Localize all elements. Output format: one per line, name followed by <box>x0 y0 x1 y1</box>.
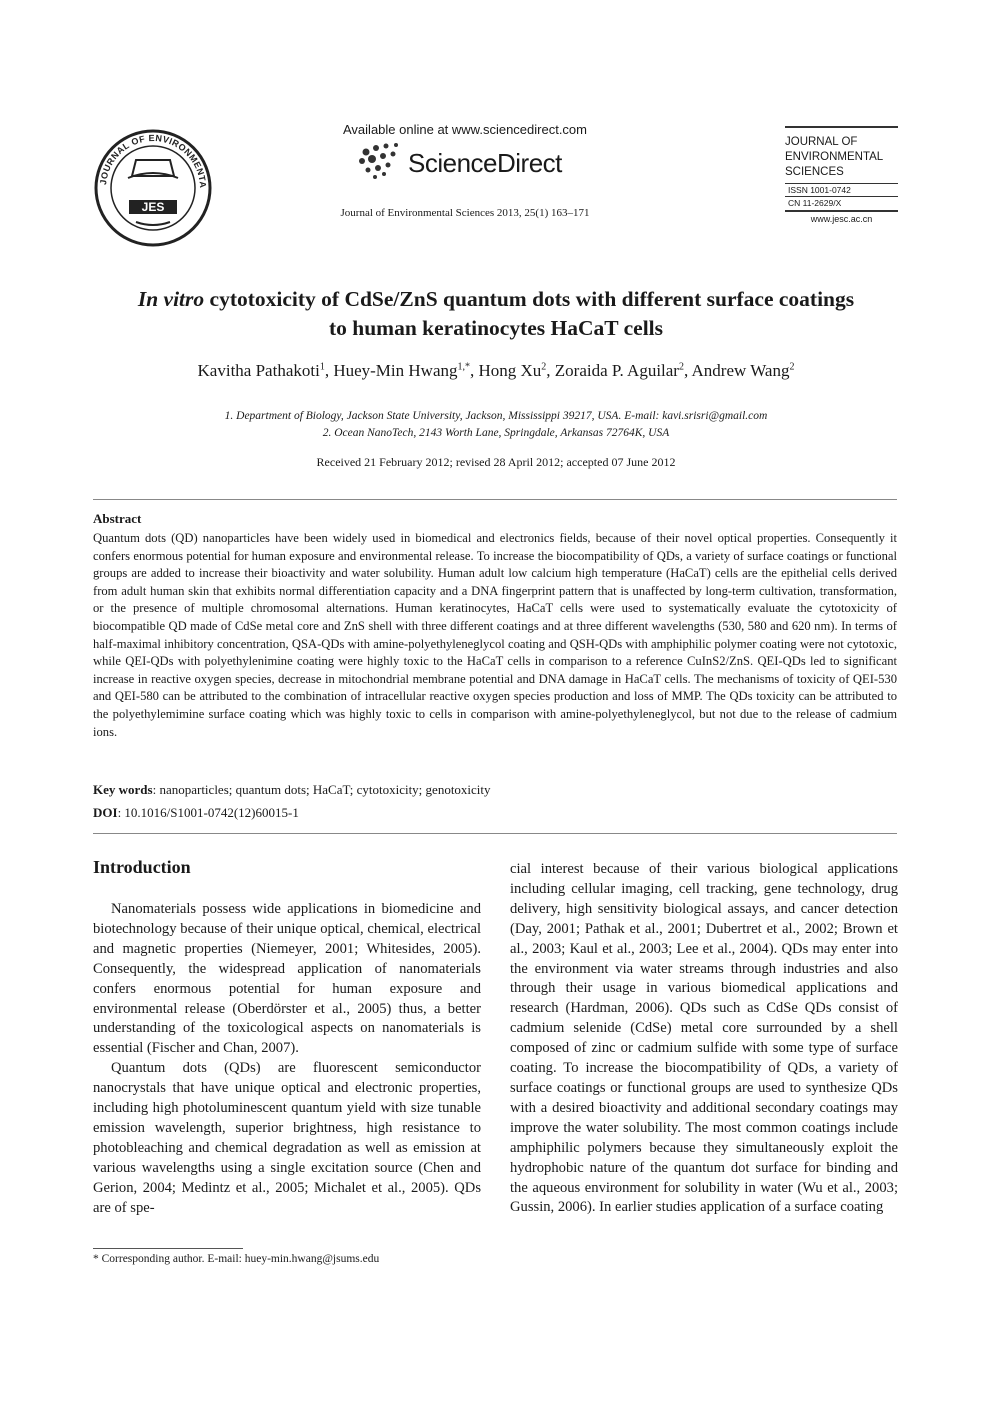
journal-citation: Journal of Environmental Sciences 2013, 25(1) 163–171 <box>340 207 590 219</box>
issn: ISSN 1001-0742 <box>788 185 851 195</box>
affiliations <box>60 408 932 442</box>
article-title <box>60 285 932 343</box>
author-affiliation-mark: 1 <box>319 361 325 373</box>
journal-title-line-1: JOURNAL OF <box>785 136 858 148</box>
cn-number: CN 11-2629/X <box>788 198 842 208</box>
title-italic: In vitro <box>137 287 205 311</box>
abstract-text: Quantum dots (QD) nanoparticles have been widely used in biomedical and electronics fields, because of their novel optical properties. Consequently it confers enormous potential for human exposure and environmental release. To increase the biocompatibility of QDs, a variety of surface coatings or functional groups are added to increase their bioactivity and water solubility. Human adult low calcium high temperature (HaCaT) cells are the epithelial cells derived from adult human skin that exhibits normal differentiation capacity and a DNA fingerprint pattern that is unaffected by long-term cultivation, transformation, or the presence of multiple chromosomal alternations. Human keratinocytes, HaCaT cells were used to systematically evaluate the cytotoxicity of biocompatible QD made of CdSe metal core and ZnS shell with three different coatings and at three different wavelengths (530, 580 and 620 nm). In terms of half-maximal inhibitory concentration, QSA-QDs with amine-polyethyleneglycol coating and QSH-QDs with amphiphilic polymer coating were not cytotoxic, while QEI-QDs with polyethylenimine coating were highly toxic to the HaCaT cells in comparison to a reference CuInS2/ZnS. QEI-QDs led to significant increase in reactive oxygen species, decrease in mitochondrial membrane potential and DNA damage in HaCaT cells. The mechanisms of toxicity of QEI-530 and QEI-580 can be attributed to the combination of intracellular reactive oxygen species production and loss of MMP. The QDs toxicity can be attributed to the polyethylemimine surface coating which was highly toxic to cells in comparison with amine-polyethyleneglycol, but not due to the release of cadmium ions. <box>93 531 897 739</box>
sciencedirect-name: ScienceDirect <box>408 148 562 178</box>
journal-title-line-3: SCIENCES <box>785 166 844 178</box>
author-affiliation-mark: 2 <box>678 361 684 373</box>
body-column-left <box>93 900 481 1219</box>
sciencedirect-dots-icon <box>356 142 406 182</box>
doi <box>93 805 897 821</box>
journal-url[interactable]: www.jesc.ac.cn <box>785 210 898 224</box>
sciencedirect-logo <box>356 142 586 182</box>
keywords-list: : nanoparticles; quantum dots; HaCaT; cytotoxicity; genotoxicity <box>152 782 491 797</box>
abstract-heading: Abstract <box>93 511 142 526</box>
author-affiliation-mark: 2 <box>789 361 795 373</box>
keywords <box>93 782 897 798</box>
svg-text:JOURNAL OF ENVIRONMENTAL SCIEN <box>92 128 208 189</box>
footnote: * Corresponding author. E-mail: huey-min.hwang@jsums.edu <box>93 1253 380 1265</box>
author-name: Huey-Min Hwang <box>333 361 458 380</box>
logo-abbrev: JES <box>141 200 165 214</box>
affiliation-2: 2. Ocean NanoTech, 2143 Worth Lane, Springdale, Arkansas 72764K, USA <box>322 427 670 439</box>
keywords-label: Key words <box>93 782 153 797</box>
paragraph: cial interest because of their various biological applications including cellular imaging, cell tracking, gene technology, drug delivery, high sensitivity biological assays, and cancer detection (Day, 2001; Pathak et al., 2001; Dubertret et al., 2002; Brown et al., 2003; Kaul et al., 2003; Lee et al., 2004). QDs may enter into the environment via water streams through industries and also through their usage in various biomedical applications and research (Hardman, 2006). QDs such as CdSe QDs consist of cadmium selenide (CdSe) metal core surrounded by a shell composed of zinc or cadmium sulfide with some type of surface coating. To increase the biocompatibility of QDs, a variety of surface coatings or functional groups are used to synthesize QDs with a desired bioactivity and additional secondary coatings may improve the water solubility. The most common coatings include amphiphilic polymers because they simultaneously exploit the hydrophobic nature of the quantum dot surface for binding and the aqueous environment for solubility in water (Wu et al., 2003; Gussin, 2006). In earlier studies application of a surface coating <box>510 861 898 1216</box>
introduction-heading: Introduction <box>93 857 191 877</box>
affiliation-1: 1. Department of Biology, Jackson State University, Jackson, Mississippi 39217, USA. E-mail: kavi.srisri@gmail.com <box>224 410 768 422</box>
journal-logo <box>92 128 214 248</box>
author-list: Kavitha Pathakoti$^1$, Huey-Min Hwang$^{1,*}$, Hong Xu$^2$, Zoraida P. Aguilar$^2$, Andrew Wang$^2$ <box>197 361 795 380</box>
journal-info-box <box>785 126 898 224</box>
footnote-divider <box>93 1248 243 1249</box>
author-name: Zoraida P. Aguilar <box>554 361 679 380</box>
journal-title-line-2: ENVIRONMENTAL <box>785 151 884 163</box>
available-online-text: Available online at www.sciencedirect.com <box>343 122 587 137</box>
divider <box>93 833 897 834</box>
title-line-2: to human keratinocytes HaCaT cells <box>328 316 664 340</box>
author-name: Hong Xu <box>478 361 542 380</box>
divider <box>93 499 897 500</box>
author-affiliation-mark: 2 <box>541 361 547 373</box>
author-name: Kavitha Pathakoti <box>197 361 320 380</box>
body-column-right <box>510 860 898 1218</box>
doi-label: DOI <box>93 805 118 820</box>
paragraph: Nanomaterials possess wide applications in biomedicine and biotechnology because of their unique optical, chemical, electrical and magnetic properties (Niemeyer, 2001; Whitesides, 2005). Consequently, the widespread application of nanomaterials confers enormous potential for human exposure and environmental release (Oberdörster et al., 2005) thus, a better understanding of the toxicological aspects on nanomaterials is essential (Fischer and Chan, 2007). <box>93 901 481 1057</box>
logo-ring-text: JOURNAL OF ENVIRONMENTA <box>98 132 209 189</box>
title-line-1: cytotoxicity of CdSe/ZnS quantum dots with different surface coatings <box>204 287 855 311</box>
author-affiliation-mark: 1,* <box>457 361 470 373</box>
received-dates: Received 21 February 2012; revised 28 April 2012; accepted 07 June 2012 <box>316 455 676 469</box>
author-name: Andrew Wang <box>691 361 790 380</box>
paragraph: Quantum dots (QDs) are fluorescent semiconductor nanocrystals that have unique optical and electronic properties, including high photoluminescent quantum yield with size tunable emission wavelength, superior brightness, high resistance to photobleaching and chemical degradation as well as emission at various wavelengths using a single excitation source (Chen and Gerion, 2004; Medintz et al., 2005; Michalet et al., 2005). QDs are of spe- <box>93 1060 481 1216</box>
doi-value[interactable]: : 10.1016/S1001-0742(12)60015-1 <box>117 805 299 820</box>
